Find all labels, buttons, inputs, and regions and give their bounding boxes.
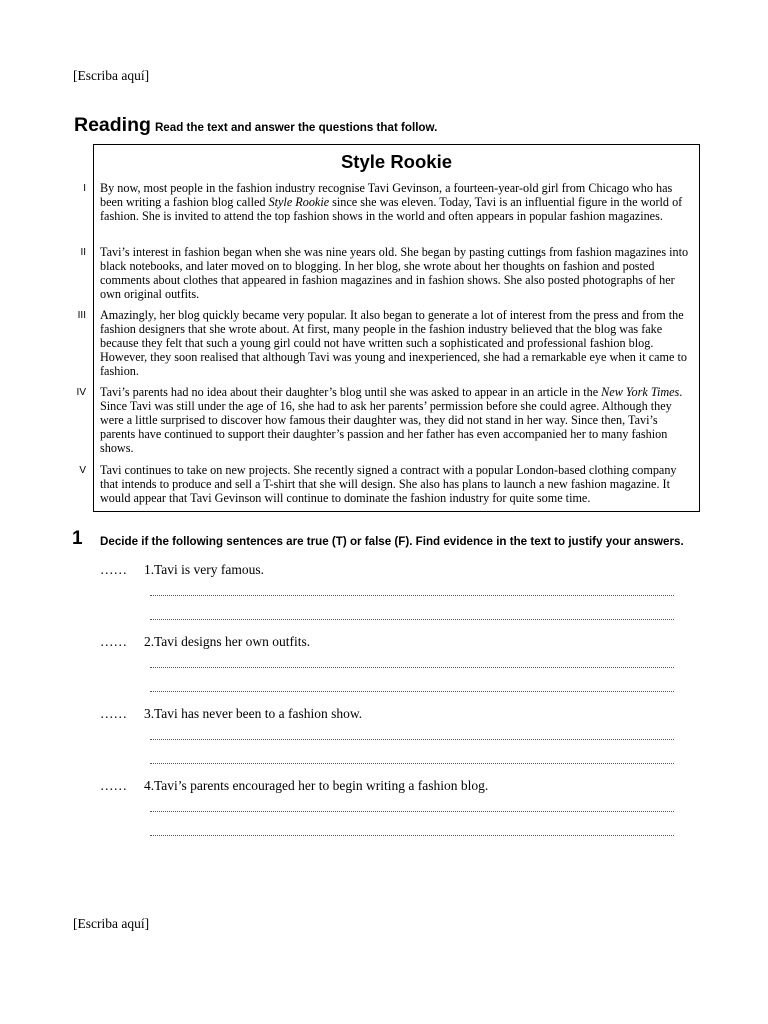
question-number: 3. <box>144 706 155 721</box>
paragraph-number: I <box>83 183 86 194</box>
answer-blank[interactable]: …… <box>100 706 127 721</box>
question-text: Tavi designs her own outfits. <box>154 634 311 649</box>
exercise-instruction: Decide if the following sentences are true (T) or false (F). Find evidence in the text to justify your answers. <box>100 535 684 548</box>
paragraph-5: Tavi continues to take on new projects. She recently signed a contract with a popular London-based clothing company that intends to produce and sell a T-shirt that she will design. She also has plans to launch a new fashion magazine. It would appear that Tavi Gevinson will continue to dominate the fashion industry for quite some time. <box>100 463 677 506</box>
paragraph-4: Tavi’s parents had no idea about their daughter’s blog until she was asked to appear in an article in the New York Times. Since Tavi was still under the age of 16, she had to ask her parents’ permission before she could agree. Although they were a little surprised to discover how famous their daughter was, they did not stand in her way. Since then, Tavi’s parents have continued to support their daughter’s passion and her father has even accompanied her to many fashion shows. <box>100 385 683 456</box>
paragraph-number: III <box>77 310 86 321</box>
article-title: Style Rookie <box>340 151 453 172</box>
answer-blank[interactable]: …… <box>100 634 127 649</box>
question-item <box>100 634 310 650</box>
section-instruction: Read the text and answer the questions that follow. <box>154 121 438 134</box>
question-text: Tavi’s parents encouraged her to begin writing a fashion blog. <box>154 778 489 793</box>
question-text: Tavi is very famous. <box>154 562 265 577</box>
answer-blank[interactable]: …… <box>100 778 127 793</box>
paragraph-3: Amazingly, her blog quickly became very popular. It also began to generate a lot of interest from the press and from the fashion designers that she wrote about. At first, many people in the fashion industry believed that the blog was fake because they felt that such a young girl could not have written such a sophisticated and professional fashion blog. However, they soon realised that although Tavi was young and inexperienced, she had a remarkable eye when it came to fashion. <box>100 308 687 379</box>
answer-line[interactable] <box>150 667 674 668</box>
answer-line[interactable] <box>150 595 674 596</box>
section-heading <box>74 114 437 137</box>
footer-placeholder[interactable]: [Escriba aquí] <box>73 916 150 931</box>
header-placeholder[interactable]: [Escriba aquí] <box>73 68 150 83</box>
paragraph-number: V <box>79 465 86 476</box>
answer-line[interactable] <box>150 691 674 692</box>
question-item <box>100 778 488 794</box>
answer-line[interactable] <box>150 763 674 764</box>
paragraph-number: IV <box>76 387 86 398</box>
answer-blank[interactable]: …… <box>100 562 127 577</box>
question-number: 4. <box>144 778 155 793</box>
question-number: 2. <box>144 634 155 649</box>
paragraph-2: Tavi’s interest in fashion began when she was nine years old. She began by pasting cuttings from fashion magazines into black notebooks, and later moved on to blogging. In her blog, she wrote about her thoughts on fashion and posted comments about clothes that appeared in fashion magazines and in fashion shows. She also posted photographs of her own original outfits. <box>100 245 689 302</box>
section-title: Reading <box>74 114 151 136</box>
answer-line[interactable] <box>150 739 674 740</box>
answer-line[interactable] <box>150 619 674 620</box>
paragraph-number: II <box>80 247 86 258</box>
answer-line[interactable] <box>150 811 674 812</box>
question-number: 1. <box>144 562 155 577</box>
exercise-number: 1 <box>72 528 83 549</box>
question-text: Tavi has never been to a fashion show. <box>154 706 363 721</box>
answer-line[interactable] <box>150 835 674 836</box>
paragraph-1: By now, most people in the fashion industry recognise Tavi Gevinson, a fourteen-year-old girl from Chicago who has been writing a fashion blog called Style Rookie since she was eleven. Today, Tavi is an influential figure in the world of fashion. She is invited to attend the top fashion shows in the world and often appears in popular fashion magazines. <box>100 181 683 224</box>
question-item <box>100 706 362 722</box>
question-item <box>100 562 264 578</box>
